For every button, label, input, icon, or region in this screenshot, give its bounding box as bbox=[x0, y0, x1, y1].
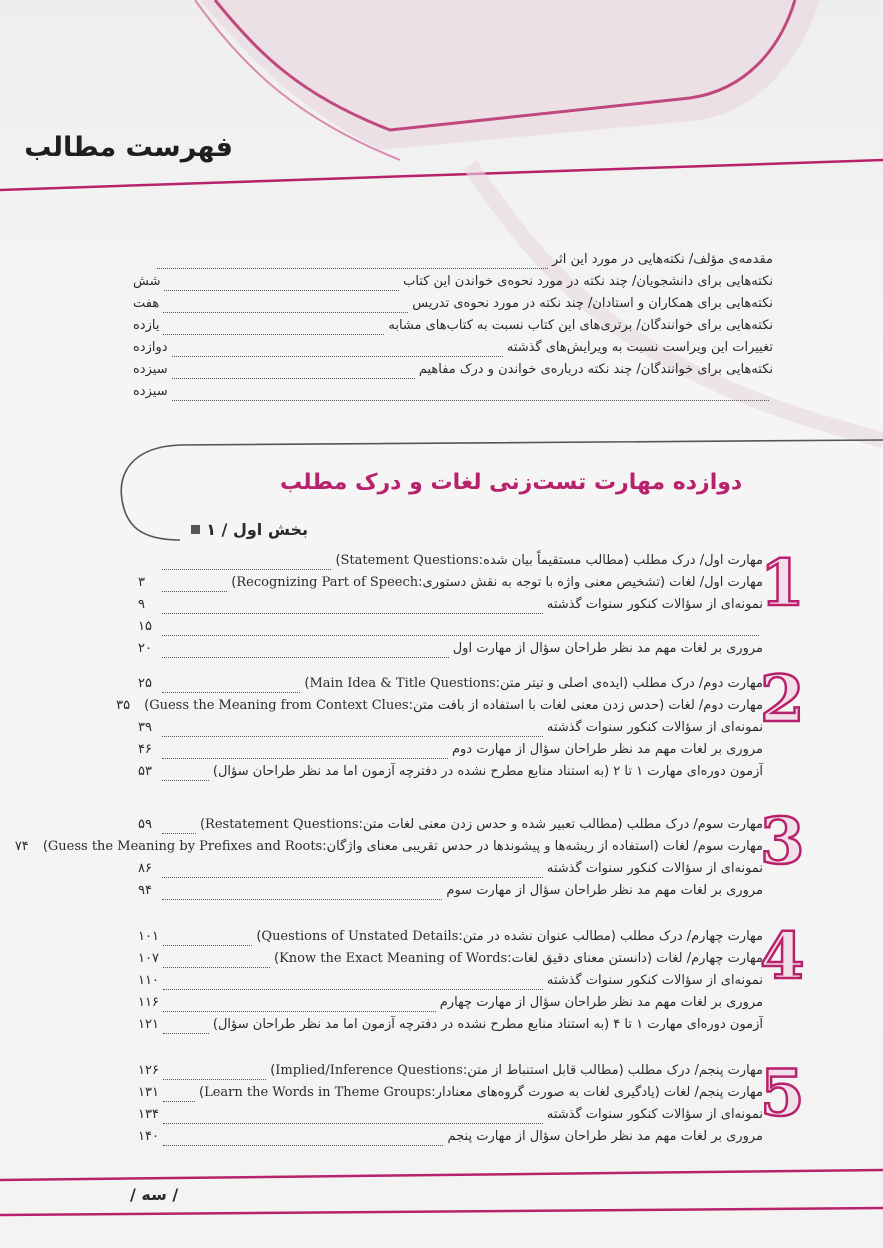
toc-entry[interactable]: مهارت سوم/ لغات (استفاده از ریشه‌ها و پیشوندها در حدس تقریبی معنای واژگان: Guess the Meaning by Prefixes and Roots ) ۷۴ bbox=[14, 839, 763, 854]
toc-entry[interactable]: مهارت چهارم/ لغات (دانستن معنای دقیق لغات: Know the Exact Meaning of Words ) ۱۰۷ bbox=[138, 951, 763, 966]
toc-entry[interactable]: آزمون دوره‌ای مهارت ۱ تا ۴ (به استناد منابع مطرح نشده در دفترچه آزمون اما مد نظر طراحان سؤال) ۱۲۱ bbox=[138, 1017, 763, 1032]
toc-entry[interactable]: نمونه‌ای از سؤالات کنکور سنوات گذشته ۳۹ bbox=[138, 720, 763, 735]
toc-entry[interactable]: مروری بر لغات مهم مد نظر طراحان سؤال از مهارت دوم ۴۶ bbox=[138, 742, 763, 757]
skill-number-4: 4 bbox=[760, 919, 805, 994]
toc-entry[interactable]: ۱۵ bbox=[138, 619, 763, 641]
part-label: بخش اول / ۱ bbox=[191, 520, 308, 539]
square-bullet-icon bbox=[191, 525, 200, 534]
toc-entry[interactable]: مروری بر لغات مهم مد نظر طراحان سؤال از مهارت سوم ۹۴ bbox=[138, 883, 763, 898]
toc-entry[interactable]: نکته‌هایی برای دانشجویان/ چند نکته در مورد نحوه‌ی خواندن این کتاب شش bbox=[133, 274, 773, 289]
toc-entry[interactable]: مهارت چهارم/ درک مطلب (مطالب عنوان نشده در متن: Questions of Unstated Details ) ۱۰۱ bbox=[138, 929, 763, 944]
toc-entry[interactable]: مهارت اول/ لغات (تشخیص معنی واژه با توجه به نقش دستوری: Recognizing Part of Speech ) ۳ bbox=[138, 575, 763, 590]
toc-entry[interactable]: نمونه‌ای از سؤالات کنکور سنوات گذشته ۹ bbox=[138, 597, 763, 612]
toc-entry[interactable]: نمونه‌ای از سؤالات کنکور سنوات گذشته ۸۶ bbox=[138, 861, 763, 876]
toc-entry[interactable]: تغییرات این ویراست نسبت به ویرایش‌های گذشته دوازده bbox=[133, 340, 773, 355]
toc-entry[interactable]: مروری بر لغات مهم مد نظر طراحان سؤال از مهارت اول ۲۰ bbox=[138, 641, 763, 656]
toc-entry[interactable]: مهارت پنجم/ درک مطلب (مطالب قابل استنباط از متن: Implied/Inference Questions ) ۱۲۶ bbox=[138, 1063, 763, 1078]
toc-entry[interactable]: نمونه‌ای از سؤالات کنکور سنوات گذشته ۱۳۴ bbox=[138, 1107, 763, 1122]
toc-entry[interactable]: مهارت دوم/ لغات (حدس زدن معنی لغات با استفاده از بافت متن: Guess the Meaning from Context Clues ) ۳۵ bbox=[116, 698, 763, 713]
toc-entry[interactable]: نکته‌هایی برای خوانندگان/ چند نکته درباره‌ی خواندن و درک مفاهیم سیزده bbox=[133, 362, 773, 377]
skill-number-1: 1 bbox=[760, 546, 805, 621]
toc-entry[interactable]: نمونه‌ای از سؤالات کنکور سنوات گذشته ۱۱۰ bbox=[138, 973, 763, 988]
toc-entry[interactable]: مهارت دوم/ درک مطلب (ایده‌ی اصلی و تیتر متن: Main Idea & Title Questions ) ۲۵ bbox=[138, 676, 763, 691]
skill-number-2: 2 bbox=[760, 662, 805, 737]
toc-entry[interactable]: مروری بر لغات مهم مد نظر طراحان سؤال از مهارت پنجم ۱۴۰ bbox=[138, 1129, 763, 1144]
toc-entry[interactable]: مهارت سوم/ درک مطلب (مطالب تعبیر شده و حدس زدن معنی لغات متن: Restatement Questions ) ۵۹ bbox=[138, 817, 763, 832]
toc-entry[interactable]: مهارت پنجم/ لغات (یادگیری لغات به صورت گروه‌های معنادار: Learn the Words in Theme Groups ) ۱۳۱ bbox=[138, 1085, 763, 1100]
page-number: / سه / bbox=[130, 1185, 179, 1204]
skill-number-5: 5 bbox=[760, 1056, 805, 1131]
skill-number-3: 3 bbox=[760, 804, 805, 879]
toc-entry[interactable]: مروری بر لغات مهم مد نظر طراحان سؤال از مهارت چهارم ۱۱۶ bbox=[138, 995, 763, 1010]
section-title: دوازده مهارت تست‌زنی لغات و درک مطلب bbox=[280, 470, 743, 495]
toc-entry[interactable]: مهارت اول/ درک مطلب (مطالب مستقیماً بیان شده: Statement Questions ) bbox=[138, 553, 763, 575]
toc-entry[interactable]: مقدمه‌ی مؤلف/ نکته‌هایی در مورد این اثر bbox=[133, 252, 773, 274]
toc-entry[interactable]: نکته‌هایی برای همکاران و استادان/ چند نکته در مورد نحوه‌ی تدریس هفت bbox=[133, 296, 773, 311]
toc-entry[interactable]: سیزده bbox=[133, 384, 773, 406]
toc-entry[interactable]: آزمون دوره‌ای مهارت ۱ تا ۲ (به استناد منابع مطرح نشده در دفترچه آزمون اما مد نظر طراحان سؤال) ۵۳ bbox=[138, 764, 763, 779]
page-title: فهرست مطالب bbox=[24, 132, 233, 163]
toc-entry[interactable]: نکته‌هایی برای خوانندگان/ برتری‌های این کتاب نسبت به کتاب‌های مشابه یازده bbox=[133, 318, 773, 333]
